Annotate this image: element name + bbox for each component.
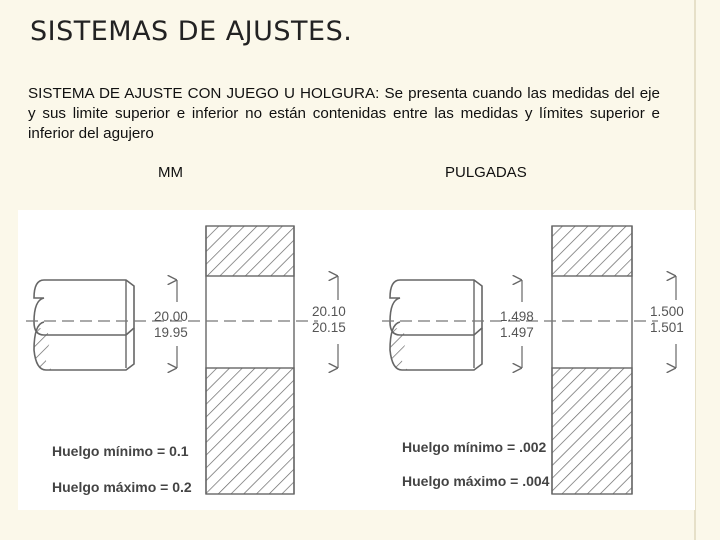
inch-shaft-upper-limit: 1.498: [500, 309, 534, 324]
mm-shaft-lower-limit: 19.95: [154, 325, 188, 340]
mm-column-label: MM: [158, 164, 183, 181]
slide-title: SISTEMAS DE AJUSTES.: [30, 16, 353, 47]
inch-hole-lower-limit: 1.501: [650, 320, 684, 335]
inch-shaft: [390, 280, 482, 335]
mm-shaft: [34, 280, 134, 335]
mm-hole-lower-limit: 20.15: [312, 320, 346, 335]
mm-max-clearance: Huelgo máximo = 0.2: [52, 479, 192, 495]
inch-min-clearance: Huelgo mínimo = .002: [402, 439, 547, 455]
description-paragraph: SISTEMA DE AJUSTE CON JUEGO U HOLGURA: Se presenta cuando las medidas del eje y sus limite superior e inferior no están contenidas entre las medidas y límites superior e inferior del agujero: [28, 85, 660, 142]
inch-shaft-lower-limit: 1.497: [500, 325, 534, 340]
inch-hole-upper-limit: 1.500: [650, 304, 684, 319]
mm-shaft-upper-limit: 20.00: [154, 309, 188, 324]
inch-max-clearance: Huelgo máximo = .004: [402, 473, 550, 489]
mm-min-clearance: Huelgo mínimo = 0.1: [52, 443, 189, 459]
mm-diagram: [26, 226, 346, 495]
mm-hole-upper-limit: 20.10: [312, 304, 346, 319]
inch-column-label: PULGADAS: [445, 164, 527, 181]
fit-diagram: [18, 210, 695, 510]
inch-diagram: [382, 226, 684, 494]
